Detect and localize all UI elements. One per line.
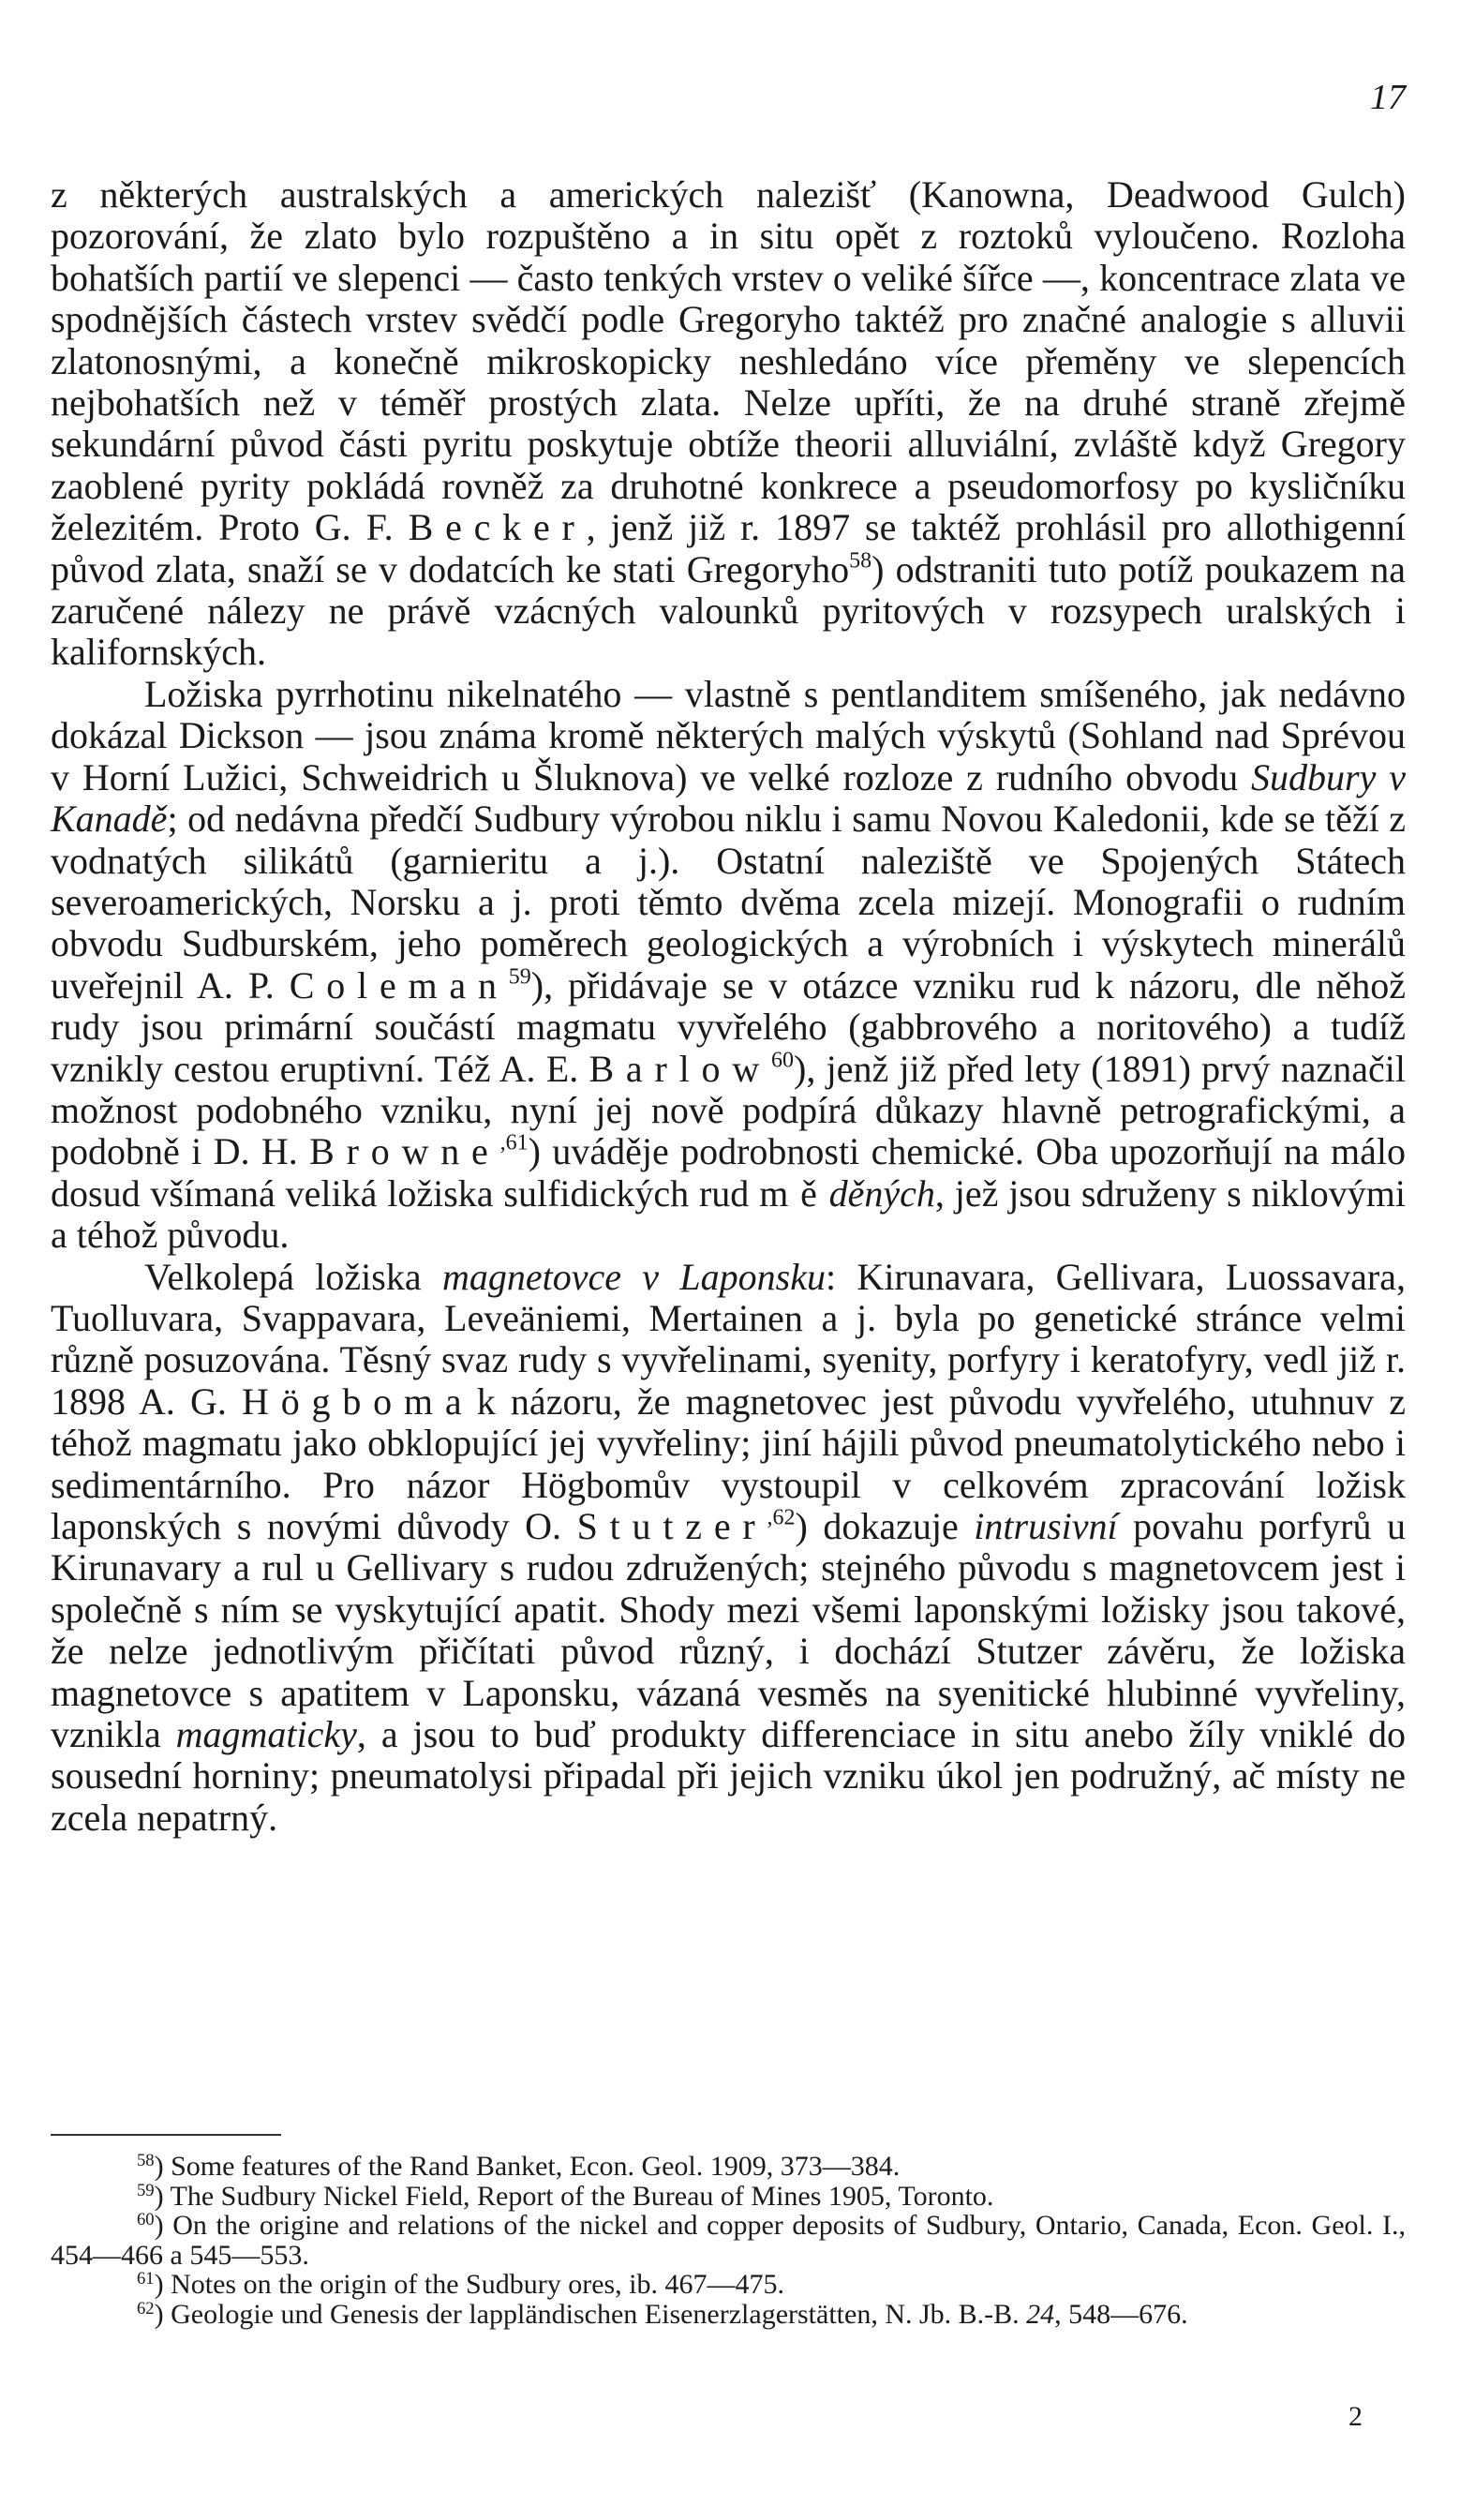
footnote [51, 2182, 1406, 2212]
footnote-mark: 59 [137, 2180, 155, 2200]
text-run: , jenž již r. 1897 se taktéž prohlásil pro allothigenní původ zlata, snaží se v dodatcích ke stati Gregoryho [51, 506, 1406, 590]
text-run: Velkolepá ložiska [144, 1255, 442, 1298]
text-run: magmaticky [175, 1713, 357, 1756]
footnote [51, 2300, 1406, 2330]
footnotes [51, 2152, 1406, 2330]
text-run: mě [759, 1171, 829, 1215]
page-number: 17 [1370, 78, 1406, 117]
text-run: Högbom [242, 1379, 445, 1423]
text-run: ) Some features of the Rand Banket, Econ. Geol. 1909, 373—384. [154, 2151, 901, 2182]
footnote-ref: 59 [508, 964, 531, 990]
footnote-ref: 60 [771, 1047, 795, 1072]
text-run: magnetovce v Laponsku [441, 1255, 826, 1298]
footnote-mark: 58 [137, 2150, 155, 2170]
text-run: Ložiska pyrrhotinu nikelnatého — vlastně s pentlanditem smíšeného, jak nedávno dokázal Dickson — jsou známa kromě některých malých výskytů (Sohland nad Sprévou v Horní Lužici, Schweidrich u Šluknova) ve velké rozloze z rudního obvodu [51, 672, 1406, 798]
footnote-mark: 60 [137, 2209, 155, 2229]
text-run: 24 [1026, 2298, 1055, 2330]
text-run: a k názoru, že magnetovec jest původu vyvřelého, utuhnuv z téhož magmatu jako obklopující jej vyvřeliny; jiní hájili původ pneumatolytického nebo i sedimentárního. Pro názor Högbomův vystoupil v celkovém zpracování ložisk laponských s novými důvody O. [51, 1379, 1406, 1547]
text-run: ) The Sudbury Nickel Field, Report of the Bureau of Mines 1905, Toronto. [154, 2180, 994, 2212]
footnote-text [155, 2269, 784, 2300]
footnote-rule [51, 2134, 281, 2136]
text-run: ) Notes on the origin of the Sudbury ores, ib. 467—475. [154, 2269, 785, 2301]
text-run: intrusivní [974, 1505, 1118, 1547]
footnote-ref: 58 [849, 548, 872, 574]
text-run: : Kirunavara, Gellivara, Luossavara, Tuolluvara, Svappavara, Leveäniemi, Mertainen a j. byla po genetické stránce velmi různě posuzována. Těsný svaz rudy s vyvřelinami, syenity, porfyry i keratofyry, vedl již r. 1898 A. G. [51, 1255, 1406, 1423]
text-run: Browne [309, 1130, 500, 1173]
text-run: děných [828, 1171, 935, 1215]
text-run: ; od nedávna předčí Sudbury výrobou niklu i samu Novou Kaledonii, kde se těží z vodnatých silikátů (garnieritu a j.). Ostatní naleziště ve Spojených Státech severoamerických, Norsku a j. proti těmto dvěma zcela mizejí. Monografii o rudním obvodu Sudburském, jeho poměrech geologických a výrobních i výskytech minerálů uveřejnil A. P. [51, 798, 1406, 1007]
signature-mark: 2 [1348, 2401, 1363, 2432]
footnote [51, 2270, 1406, 2300]
text-run: ) dokazuje [795, 1505, 975, 1547]
footnote [51, 2211, 1406, 2270]
footnote-ref: ,61 [499, 1130, 529, 1156]
footnote-mark: 62 [137, 2298, 155, 2319]
text-run: , a jsou to buď produkty differenciace in situ anebo žíly vniklé do sousední horniny; pneumatolysi připadal při jejich vzniku úkol jen podružný, ač místy ne zcela nepatrný. [51, 1713, 1407, 1839]
text-run: Becker [408, 506, 587, 549]
paragraph [51, 1257, 1406, 1840]
text-run: , 548—676. [1054, 2298, 1188, 2330]
text-run: Sudbury v Kanadě [51, 755, 1406, 841]
text-run: ) On the origine and relations of the nickel and copper deposits of Sudbury, Ontario, Canada, Econ. Geol. I., 454—466 a 545—553. [51, 2210, 1406, 2271]
text-run: Coleman [289, 963, 509, 1007]
text-run: ), jenž již před lety (1891) prvý naznačil možnost podobného vzniku, nyní jej nově podpírá důkazy hlavně petrografickými, a podobně i D. H. [51, 1047, 1406, 1173]
footnote [51, 2152, 1406, 2182]
footnote-text [51, 2210, 1406, 2271]
footnote-text [155, 2181, 994, 2212]
text-run: z některých australských a amerických nalezišť (Kanowna, Deadwood Gulch) pozorování, že zlato bylo rozpuštěno a in situ opět z roztoků vyloučeno. Rozloha bohatších partií ve slepenci — často tenkých vrstev o veliké šířce —, koncentrace zlata ve spodnějších částech vrstev svědčí podle Gregoryho taktéž pro značné analogie s alluvii zlatonosnými, a konečně mikroskopicky neshledáno více přeměny ve slepencích nejbohatších než v téměř prostých zlata. Nelze upříti, že na druhé straně zřejmě sekundární původ části pyritu poskytuje obtíže theorii alluviální, zvláště když Gregory zaoblené pyrity pokládá rovněž za druhotné konkrece a pseudomorfosy po kysličníku železitém. Proto G. F. [51, 173, 1406, 549]
text-run: Stutzer [576, 1505, 767, 1547]
body-text [51, 174, 1406, 1839]
text-run: ) Geologie und Genesis der lappländischen Eisenerzlagerstätten, N. Jb. B.-B. [154, 2298, 1027, 2330]
text-run: ) uváděje podrobnosti chemické. Oba upozorňují na málo dosud všímaná veliká ložiska sulfidických rud [51, 1130, 1407, 1215]
footnote-text [155, 2299, 1188, 2330]
footnote-ref: ,62 [767, 1505, 796, 1530]
text-run: ), přidávaje se v otázce vzniku rud k názoru, dle něhož rudy jsou primární součástí magmatu vyvřelého (gabbrového a noritového) a tudíž vznikly cestou eruptivní. Též A. E. [51, 963, 1406, 1090]
footnote-mark: 61 [137, 2269, 155, 2289]
paragraph [51, 674, 1406, 1257]
text-run: ) odstraniti tuto potíž poukazem na zaručené nálezy ne právě vzácných valounků pyritových v rozsypech uralských i kalifornských. [51, 547, 1407, 674]
text-run: , jež jsou sdruženy s niklovými a téhož původu. [51, 1171, 1406, 1257]
text-run: Barlow [588, 1047, 772, 1090]
footnote-text [155, 2151, 901, 2182]
text-run: povahu porfyrů u Kirunavary a rul u Gellivary s rudou združených; stejného původu s magnetovcem jest i společně s ním se vyskytující apatit. Shody mezi všemi laponskými ložisky jsou takové, že nelze jednotlivým přičítati původ různý, i dochází Stutzer závěru, že ložiska magnetovce s apatitem v Laponsku, vázaná vesměs na syenitické hlubinné vyvřeliny, vznikla [51, 1505, 1406, 1756]
paragraph [51, 174, 1406, 674]
